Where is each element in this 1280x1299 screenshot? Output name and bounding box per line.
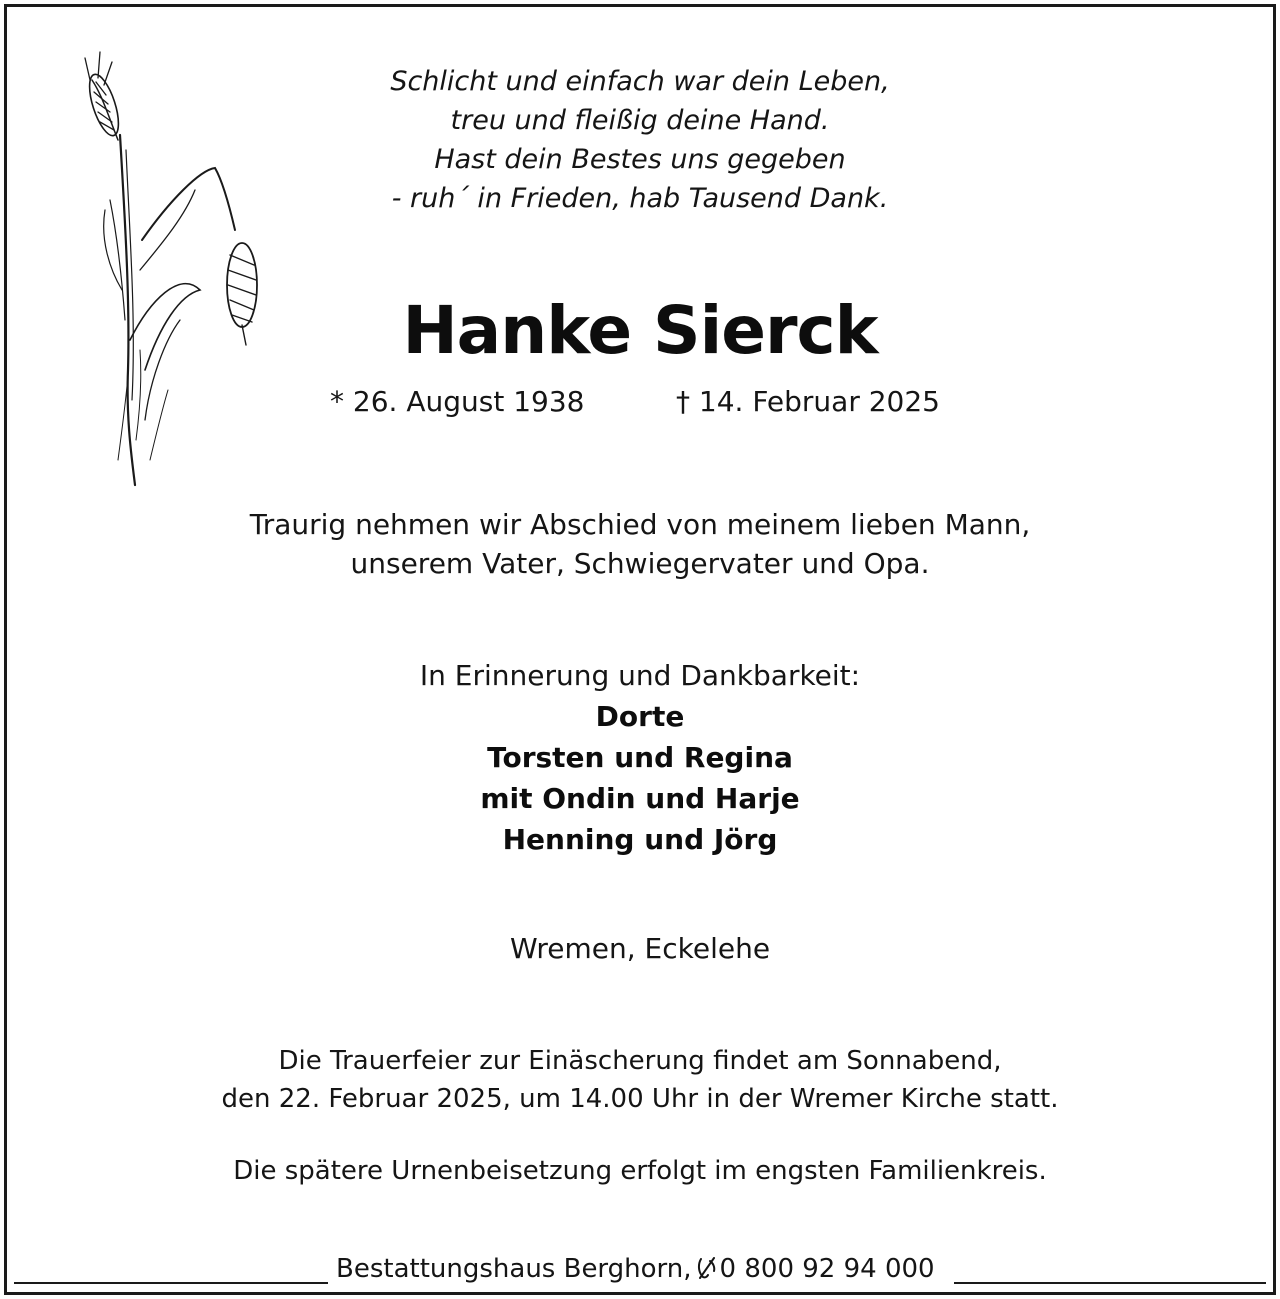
phone-number[interactable]: 0 800 92 94 000 [719,1254,935,1284]
footer [0,1252,1280,1292]
family-member: Henning und Jörg [502,823,778,856]
family-member: Torsten und Regina [487,741,793,774]
mourning-text [0,505,1280,583]
footer-rule-right [954,1282,1266,1284]
poem-line: - ruh´ in Frieden, hab Tausend Dank. [391,183,889,214]
place: Wremen, Eckelehe [509,932,771,965]
urn-burial-info: Die spätere Urnenbeisetzung erfolgt im engsten Familienkreis. [233,1156,1047,1186]
family-intro: In Erinnerung und Dankbarkeit: [419,659,861,692]
footer-text [336,1254,935,1284]
death-date: † 14. Februar 2025 [676,385,940,418]
ceremony-line: Die Trauerfeier zur Einäscherung findet am Sonnabend, [278,1046,1002,1076]
ceremony-line: den 22. Februar 2025, um 14.00 Uhr in der Wremer Kirche statt. [221,1084,1059,1114]
poem [0,62,1280,218]
poem-line: treu und fleißig deine Hand. [450,105,830,136]
poem-line: Hast dein Bestes uns gegeben [434,144,846,175]
mourning-line: unserem Vater, Schwiegervater und Opa. [350,547,930,580]
family-member: Dorte [595,700,685,733]
phone-icon [696,1256,718,1280]
footer-rule-left [14,1282,328,1284]
funeral-home-name: Bestattungshaus Berghorn, [336,1254,692,1284]
ceremony-info [0,1042,1280,1118]
family-section [0,655,1280,860]
poem-line: Schlicht und einfach war dein Leben, [390,66,890,97]
deceased-name: Hanke Sierck [402,292,878,369]
mourning-line: Traurig nehmen wir Abschied von meinem lieben Mann, [249,508,1031,541]
birth-date: * 26. August 1938 [330,385,585,418]
family-member: mit Ondin und Harje [480,782,800,815]
